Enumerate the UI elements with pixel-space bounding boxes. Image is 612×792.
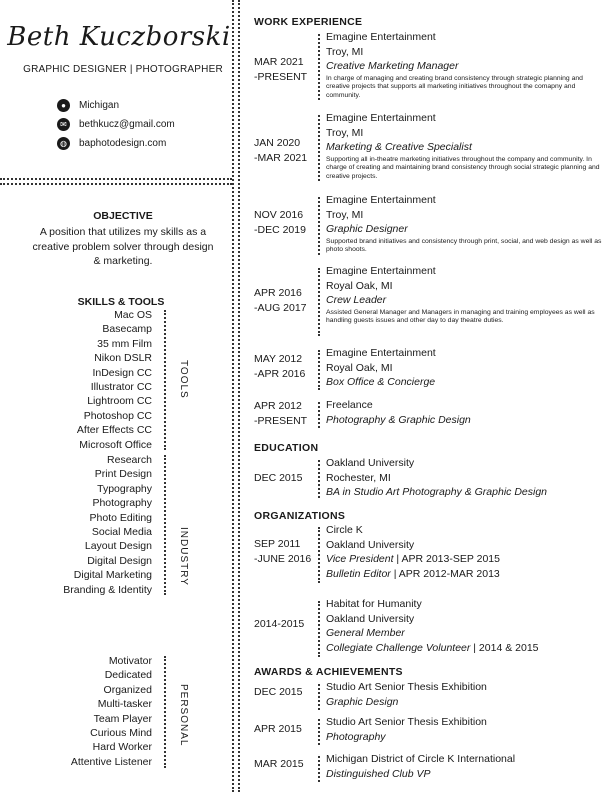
contact-email[interactable] [57,115,175,134]
entry-dots [318,527,320,583]
entry-dots [318,34,320,100]
description: In charge of managing and creating brand consistency through strategic planning and creative projects that supports all marketing initiatives throughout the comapny and community. [326,74,583,99]
organization-details [326,523,604,581]
skill-group-label: PERSONAL [178,684,189,747]
skill-item: Curious Mind [90,726,152,739]
company: Freelance [326,399,373,411]
role: Crew Leader [326,294,387,306]
skill-item: Microsoft Office [79,438,152,451]
skill-item: Digital Marketing [73,569,152,582]
skill-item: Multi-tasker [97,698,152,711]
skill-item: Organized [103,683,152,696]
award-date: DEC 2015 [254,686,303,698]
skills-heading: SKILLS & TOOLS [77,296,165,308]
location: Rochester, MI [326,471,391,484]
role: Photography & Graphic Design [326,413,471,426]
organization-entry [254,523,604,585]
work-details [326,398,604,427]
skill-item: Digital Design [87,554,152,567]
award-entry [254,680,604,712]
company: Emagine Entertainment [326,194,436,206]
education-date: DEC 2015 [254,472,303,484]
entry-dots [318,460,320,498]
skill-item: 35 mm Film [97,337,152,350]
skill-item: Illustrator CC [90,380,152,393]
resume-name: Beth Kuczborski [7,22,231,52]
contact-website-text[interactable]: baphotodesign.com [79,138,167,149]
skill-item: Attentive Listener [70,755,152,768]
date-start: MAY 2012 [254,353,303,365]
role-title: Collegiate Challenge Volunteer [326,641,471,654]
role: Box Office & Concierge [326,376,436,388]
role-dates: | APR 2013-SEP 2015 [393,553,500,565]
skill-item: Layout Design [84,540,152,553]
entry-dots [318,601,320,657]
work-entry [254,193,604,259]
contact-list [57,96,175,153]
work-entry [254,346,604,392]
skill-item: Branding & Identity [63,583,152,596]
date-range: 2014-2015 [254,618,305,630]
skill-item: Basecamp [102,323,152,336]
date-start: NOV 2016 [254,209,304,221]
skill-item: Lightroom CC [87,395,152,408]
role-title: General Member [326,627,405,639]
skill-group-label: INDUSTRY [178,527,189,586]
skill-item: Team Player [93,712,152,725]
skill-item: Print Design [94,468,152,481]
location: Royal Oak, MI [326,361,393,374]
date-start: APR 2016 [254,287,302,299]
awards-heading: AWARDS & ACHIEVEMENTS [254,666,403,678]
work-details [326,30,604,100]
organizations-heading: ORGANIZATIONS [254,510,346,522]
award-date: APR 2015 [254,723,302,735]
role-title: Vice President [326,553,394,565]
date-end: -JUNE 2016 [254,552,312,565]
organization-role [326,552,604,567]
skill-item: Nikon DSLR [94,352,152,365]
skill-group-dots [164,310,166,450]
work-date [254,352,305,381]
company: Emagine Entertainment [326,265,436,277]
contact-website[interactable] [57,134,175,153]
award-name: Michigan District of Circle K International [326,753,516,765]
contact-location [57,96,175,115]
organization-name: Habitat for Humanity [326,598,422,610]
entry-dots [318,756,320,782]
award-name: Studio Art Senior Thesis Exhibition [326,681,487,693]
award-detail: Graphic Design [326,695,399,708]
horizontal-divider [0,178,232,180]
skill-group-label: TOOLS [178,360,189,399]
entry-dots [318,115,320,181]
award-details [326,752,604,781]
organization-affiliation: Oakland University [326,612,415,625]
entry-dots [318,268,320,336]
role: Marketing & Creative Specialist [326,141,472,153]
skill-group-industry [0,453,232,603]
organization-date [254,537,311,566]
skill-item: Social Media [91,525,152,538]
description: Supporting all in-theatre marketing initiatives throughout the company and community. In charge of creating and maintaining brand consistency through social strategic planning and creative projects. [326,155,600,180]
date-start: SEP 2011 [254,538,301,550]
entry-dots [318,684,320,710]
skill-item: Photoshop CC [83,409,152,422]
location-pin-icon: ● [57,99,70,112]
date-end: -MAR 2021 [254,151,308,164]
entry-dots [318,350,320,390]
skill-list [71,654,152,769]
description: Supported brand initiatives and consistency through print, social, and web design as well as photo shoots. [326,237,602,254]
entry-dots [318,197,320,255]
award-detail: Photography [326,730,386,743]
organization-details [326,597,604,655]
school: Oakland University [326,457,415,469]
date-end: -PRESENT [254,414,308,427]
organization-affiliation: Oakland University [326,538,415,551]
work-date [254,55,307,84]
education-details [326,456,604,500]
work-entry [254,398,604,430]
work-entry [254,111,604,187]
skill-group-personal [0,654,232,774]
horizontal-divider [0,183,232,185]
skill-list [63,453,152,597]
work-details [326,193,604,255]
entry-dots [318,402,320,428]
skill-list [77,308,152,452]
work-details [326,111,604,181]
objective-text: A position that utilizes my skills as a creative problem solver through design & marketing. [32,226,214,267]
skill-item: Hard Worker [92,741,152,754]
award-entry [254,715,604,747]
award-name: Studio Art Senior Thesis Exhibition [326,716,487,728]
date-start: APR 2012 [254,400,302,412]
contact-location-text: Michigan [79,100,120,111]
award-details [326,715,604,744]
company: Emagine Entertainment [326,31,436,43]
education-heading: EDUCATION [254,442,319,454]
organization-entry [254,597,604,659]
resume-subtitle: GRAPHIC DESIGNER | PHOTOGRAPHER [23,64,223,75]
skill-item: Photo Editing [89,511,152,524]
right-column [254,0,604,792]
date-end: -PRESENT [254,70,308,83]
company: Emagine Entertainment [326,112,436,124]
role: Creative Marketing Manager [326,60,459,72]
work-entry [254,264,604,340]
location: Troy, MI [326,126,364,139]
date-end: -DEC 2019 [254,223,306,236]
skill-group-dots [164,656,166,768]
entry-dots [318,719,320,745]
location: Troy, MI [326,45,364,58]
role: Graphic Designer [326,223,408,235]
skill-item: Typography [97,482,152,495]
degree: BA in Studio Art Photography & Graphic Design [326,486,548,498]
date-end: -APR 2016 [254,367,306,380]
role-title: Bulletin Editor [326,567,391,580]
left-column [0,0,232,792]
location: Royal Oak, MI [326,279,393,292]
work-details [326,346,604,390]
vertical-divider [232,0,234,792]
vertical-divider [238,0,240,792]
award-entry [254,752,604,784]
work-heading: WORK EXPERIENCE [254,16,363,28]
skill-item: Mac OS [114,309,152,321]
skill-item: Research [107,454,152,466]
organization-role [326,626,604,641]
award-details [326,680,604,709]
education-entry [254,456,604,502]
date-start: JAN 2020 [254,137,301,149]
work-date [254,286,307,315]
award-date: MAR 2015 [254,758,304,770]
description: Assisted General Manager and Managers in managing and training employees as well as handling guests issues and other day to day theatre duties. [326,308,595,325]
organization-date [254,617,304,632]
skill-item: Motivator [108,655,152,667]
globe-icon: ◍ [57,137,70,150]
location: Troy, MI [326,208,364,221]
role-dates: | APR 2012-MAR 2013 [390,567,500,580]
date-end: -AUG 2017 [254,301,307,314]
work-details [326,264,604,326]
work-date [254,399,307,428]
skill-group-dots [164,455,166,595]
company: Emagine Entertainment [326,347,436,359]
skill-group-tools [0,308,232,458]
skill-item: InDesign CC [92,366,152,379]
role-dates: | 2014 & 2015 [470,641,539,654]
skill-item: Photography [92,497,152,510]
organization-role [326,641,604,656]
work-entry [254,30,604,106]
skill-item: Dedicated [104,669,152,682]
organization-name: Circle K [326,524,363,536]
organization-role [326,567,604,582]
email-icon: ✉ [57,118,70,131]
work-date [254,208,306,237]
contact-email-text[interactable]: bethkucz@gmail.com [79,119,175,130]
skill-item: After Effects CC [76,424,152,437]
objective-heading: OBJECTIVE [93,210,153,222]
work-date [254,136,307,165]
award-detail: Distinguished Club VP [326,767,431,780]
date-start: MAR 2021 [254,56,304,68]
